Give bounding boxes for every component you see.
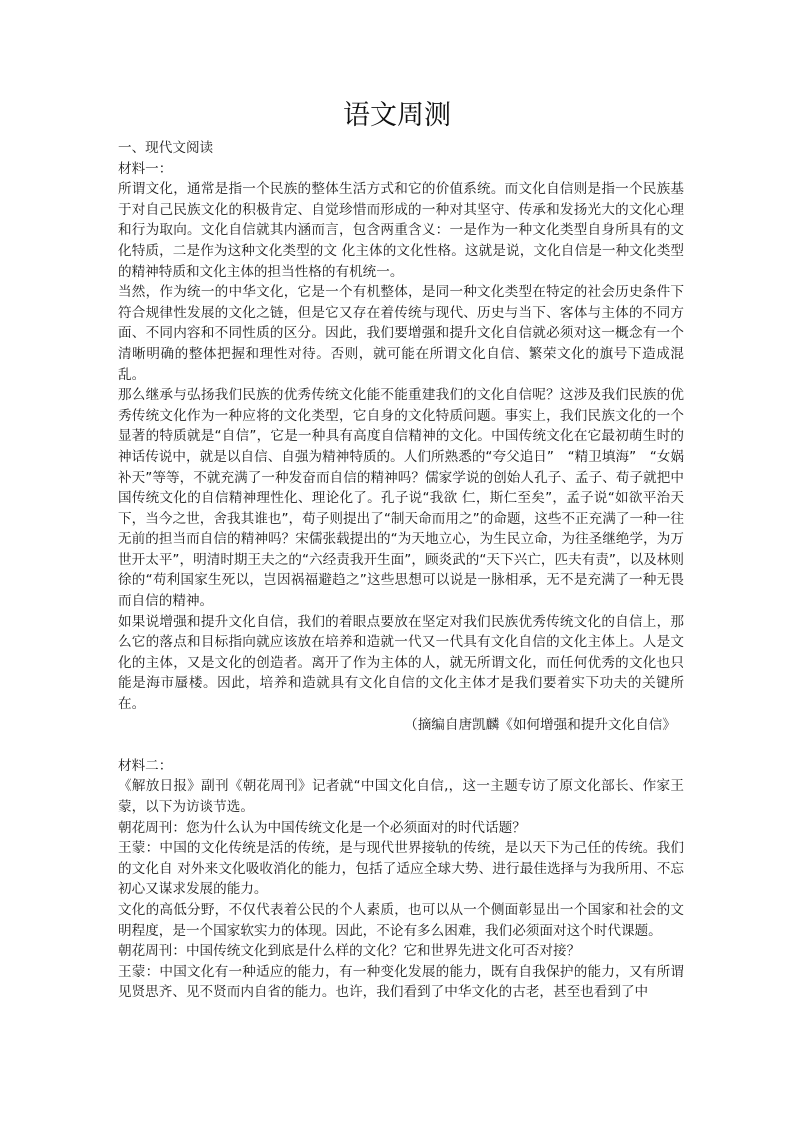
material-one-paragraph-3: 那么继承与弘扬我们民族的优秀传统文化能不能重建我们的文化自信呢？这涉及我们民族的优秀传统文化作为一种应将的文化类型，它自身的文化特质问题。事实上，我们民族文化的一个显著的特质就是“自信”，它是一种具有高度自信精神的文化。中国传统文化在它最初萌生时的神话传说中，就是以自信、自强为精神特质的。人们所熟悉的“夸父追日” “精卫填海” “女娲补天”等等，不就充满了一种发奋而自信的精神吗？儒家学说的创始人孔子、孟子、荀子就把中国传统文化的自信精神理性化、理论化了。孔子说“我欲 仁，斯仁至矣”，孟子说“如欲平治天下，当今之世，舍我其谁也”，荀子则提出了“制天命而用之”的命题，这些不正充满了一种一往无前的担当而自信的精神吗？宋儒张载提出的“为天地立心，为生民立命，为往圣继绝学，为万世开太平”，明清时期王夫之的“六经责我开生面”，顾炎武的“天下兴亡，匹夫有责”，以及林则徐的“苟利国家生死以，岂因祸福避趋之”这些思想可以说是一脉相承，无不是充满了一种无畏而自信的精神。 xyxy=(118,387,684,610)
section-heading: 一、现代文阅读 xyxy=(118,140,214,156)
material-two-intro: 《解放日报》副刊《朝花周刊》记者就“中国文化自信,，这一主题专访了原文化部长、作家王蒙，以下为访谈节选。 xyxy=(118,778,684,815)
spacer xyxy=(118,735,684,756)
material-one-label: 材料一： xyxy=(118,160,173,177)
material-one-source: （摘编自唐凯麟《如何增强和提升文化自信》 xyxy=(404,716,676,733)
interview-question-2: 朝花周刊：中国传统文化到底是什么样的文化？它和世界先进文化可否对接？ xyxy=(118,943,581,960)
interview-question-1: 朝花周刊：您为什么认为中国传统文化是一个必须面对的时代话题？ xyxy=(118,819,526,836)
page-title: 语文周测 xyxy=(343,100,451,131)
material-one-paragraph-2: 当然，作为统一的中华文化，它是一个有机整体，是同一种文化类型在特定的社会历史条件下符合规律性发展的文化之链，但是它又存在着传统与现代、历史与当下、客体与主体的不同方面、不同内容和不同性质的区分。因此，我们要增强和提升文化自信就必须对这一概念有一个清晰明确的整体把握和理性对待。否则，就可能在所谓文化自信、繁荣文化的旗号下造成混乱。 xyxy=(118,284,684,383)
interview-answer-1: 王蒙：中国的文化传统是活的传统，是与现代世界接轨的传统，是以天下为己任的传统。我们的文化自 对外来文化吸收消化的能力，包括了适应全球大势、进行最佳选择与为我所用、不忘初心又谋求发展的能力。 xyxy=(118,840,684,898)
material-one-paragraph-4: 如果说增强和提升文化自信，我们的着眼点要放在坚定对我们民族优秀传统文化的自信上，那么它的落点和目标指向就应该放在培养和造就一代又一代具有文化自信的文化主体上。人是文化的主体，又是文化的创造者。离开了作为主体的人，就无所谓文化，而任何优秀的文化也只能是海市蜃楼。因此，培养和造就具有文化自信的文化主体才是我们要着实下功夫的关键所在。 xyxy=(118,613,684,713)
document-body xyxy=(118,138,684,1003)
interview-answer-2: 王蒙：中国文化有一种适应的能力，有一种变化发展的能力，既有自我保护的能力，又有所谓见贤思齐、见不贤而内自省的能力。也许，我们看到了中华文化的古老，甚至也看到了中 xyxy=(118,963,684,1001)
material-one-paragraph-1: 所谓文化，通常是指一个民族的整体生活方式和它的价值系统。而文化自信则是指一个民族基于对自己民族文化的积极肯定、自觉珍惜而形成的一种对其坚守、传承和发扬光大的文化心理和行为取向。文化自信就其内涵而言，包含两重含义：一是作为一种文化类型自身所具有的文化特质，二是作为这种文化类型的文 化主体的文化性格。这就是说，文化自信是一种文化类型的精神特质和文化主体的担当性格的有机统一。 xyxy=(118,181,684,280)
material-two-label: 材料二： xyxy=(118,757,173,774)
interview-answer-1-continued: 文化的高低分野，不仅代表着公民的个人素质，也可以从一个侧面彰显出一个国家和社会的文明程度，是一个国家软实力的体现。因此，不论有多么困难，我们必须面对这个时代课题。 xyxy=(118,901,684,939)
